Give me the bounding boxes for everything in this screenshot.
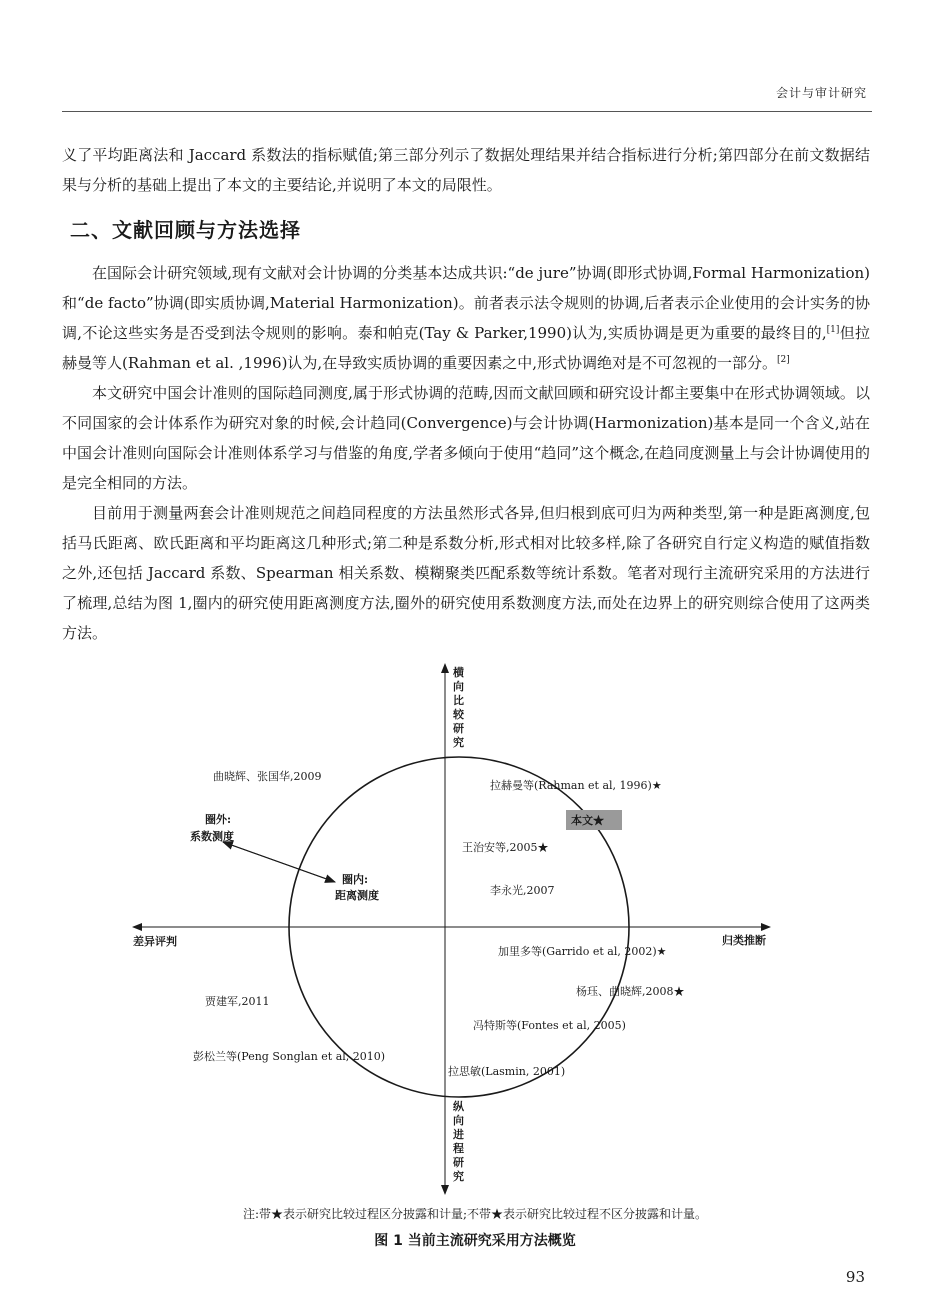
section-heading: 二、文献回顾与方法选择 xyxy=(70,218,301,242)
study-label: 李永光,2007 xyxy=(490,884,555,897)
axis-top-char: 较 xyxy=(453,708,464,721)
axis-bottom-char: 程 xyxy=(453,1142,464,1155)
paragraph-1 xyxy=(62,258,870,378)
axis-bottom-char: 进 xyxy=(453,1128,464,1141)
inside-arrow xyxy=(223,842,335,882)
inside-label-title: 圈内: xyxy=(342,873,369,886)
intro-paragraph xyxy=(62,140,870,200)
study-label: 曲晓辉、张国华,2009 xyxy=(213,770,322,783)
axis-bottom-char: 纵 xyxy=(453,1100,464,1113)
study-label: 彭松兰等(Peng Songlan et al, 2010) xyxy=(193,1050,386,1063)
study-label: 王治安等,2005★ xyxy=(462,841,549,854)
intro-text: 义了平均距离法和 Jaccard 系数法的指标赋值;第三部分列示了数据处理结果并结合指标进行分析;第四部分在前文数据结果与分析的基础上提出了本文的主要结论,并说明了本文的局限性。 xyxy=(62,146,870,194)
citation-2: [2] xyxy=(776,355,790,365)
study-label: 拉赫曼等(Rahman et al, 1996)★ xyxy=(490,779,662,792)
axis-left-label: 差异评判 xyxy=(133,935,177,948)
axis-bottom-char: 究 xyxy=(453,1170,464,1183)
axis-top-label xyxy=(452,665,465,749)
axis-bottom-label xyxy=(452,1099,465,1183)
citation-1: [1] xyxy=(826,325,840,335)
outside-label-desc: 系数测度 xyxy=(190,830,234,843)
axis-bottom-char: 向 xyxy=(453,1114,464,1127)
axis-top-char: 比 xyxy=(453,694,464,707)
method-overview-figure xyxy=(0,655,950,1200)
section-body xyxy=(62,258,870,648)
inside-label-desc: 距离测度 xyxy=(335,889,379,902)
axis-bottom-char: 研 xyxy=(453,1156,464,1169)
axis-top-char: 研 xyxy=(453,722,464,735)
figure-note: 注:带★表示研究比较过程区分披露和计量;不带★表示研究比较过程不区分披露和计量。 xyxy=(242,1207,708,1221)
header-rule xyxy=(62,111,872,112)
journal-header: 会计与审计研究 xyxy=(775,86,867,100)
study-label: 加里多等(Garrido et al, 2002)★ xyxy=(498,945,667,958)
axis-top-char: 向 xyxy=(453,680,464,693)
paragraph-2: 本文研究中国会计准则的国际趋同测度,属于形式协调的范畴,因而文献回顾和研究设计都主要集中在形式协调领域。以不同国家的会计体系作为研究对象的时候,会计趋同(Convergence)与会计协调(Harmonization)基本是同一个含义,站在中国会计准则向国际会计准则体系学习与借鉴的角度,学者多倾向于使用“趋同”这个概念,在趋同度测量上与会计协调使用的是完全相同的方法。 xyxy=(62,384,870,492)
study-label: 拉思敏(Lasmin, 2001) xyxy=(448,1065,566,1078)
paragraph-1-part-b: 但拉赫曼等人(Rahman et al. ,1996)认为,在导致实质协调的重要因素之中,形式协调绝对是不可忽视的一部分。 xyxy=(62,324,870,372)
outside-label-title: 圈外: xyxy=(205,813,232,826)
study-label-this-paper: 本文★ xyxy=(571,814,604,827)
page-number: 93 xyxy=(845,1268,865,1286)
axis-right-label: 归类推断 xyxy=(722,934,766,947)
axis-top-char: 究 xyxy=(453,736,464,749)
study-label: 杨珏、曲晓辉,2008★ xyxy=(576,985,685,998)
study-label: 贾建军,2011 xyxy=(205,995,270,1008)
paragraph-3: 目前用于测量两套会计准则规范之间趋同程度的方法虽然形式各异,但归根到底可归为两种类型,第一种是距离测度,包括马氏距离、欧氏距离和平均距离这几种形式;第二种是系数分析,形式相对比较多样,除了各研究自行定义构造的赋值指数之外,还包括 Jaccard 系数、Spearman 相关系数、模糊聚类匹配系数等统计系数。笔者对现行主流研究采用的方法进行了梳理,总结为图 1,圈内的研究使用距离测度方法,圈外的研究使用系数测度方法,而处在边界上的研究则综合使用了这两类方法。 xyxy=(62,504,870,642)
paragraph-1-part-a: 在国际会计研究领域,现有文献对会计协调的分类基本达成共识:“de jure”协调(即形式协调,Formal Harmonization)和“de facto”协调(即实质协调,Material Harmonization)。前者表示法令规则的协调,后者表示企业使用的会计实务的协调,不论这些实务是否受到法令规则的影响。泰和帕克(Tay & Parker,1990)认为,实质协调是更为重要的最终目的, xyxy=(62,264,870,342)
study-label: 冯特斯等(Fontes et al, 2005) xyxy=(473,1019,626,1032)
figure-caption: 图 1 当前主流研究采用方法概览 xyxy=(374,1233,576,1249)
axis-top-char: 横 xyxy=(453,666,464,679)
